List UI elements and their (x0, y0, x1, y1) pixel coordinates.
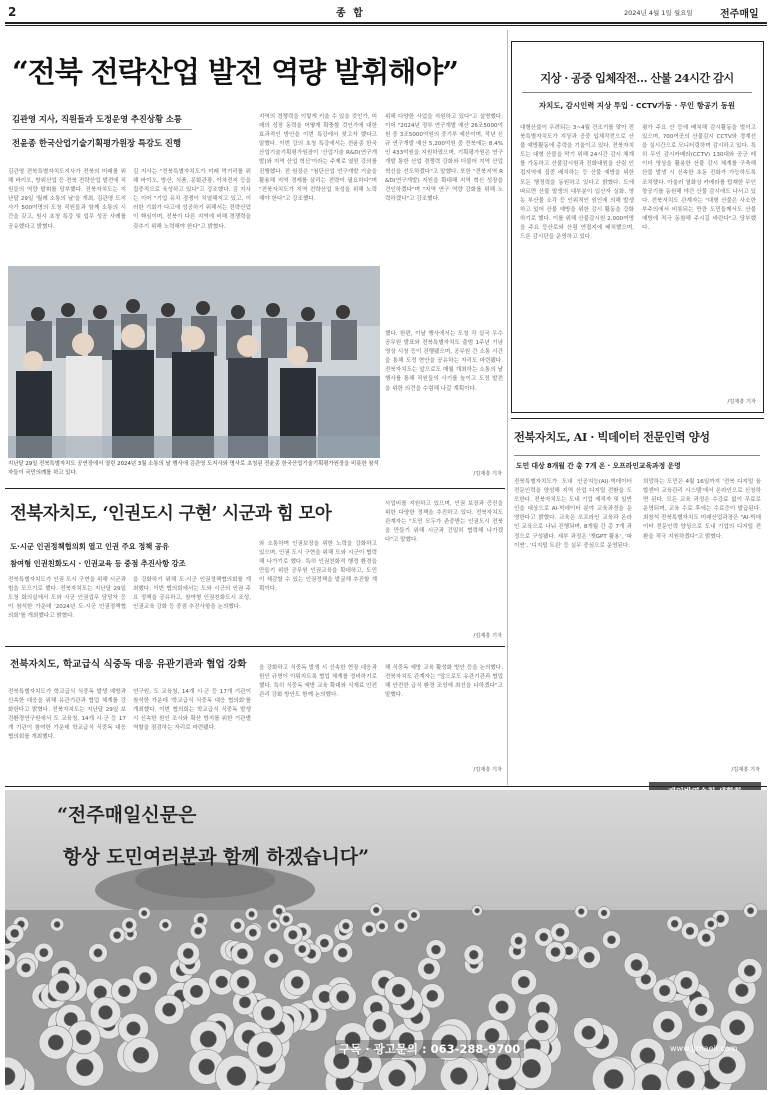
sunflower (279, 912, 293, 926)
sunflower (39, 1026, 73, 1060)
sunflower (253, 998, 283, 1028)
sunflower (472, 905, 483, 916)
sunflower (111, 978, 137, 1004)
lead-column-5: 했다. 한편, 이날 행사에서는 도청 각 실국 우수 공무원 발표와 전북특별자치도 출범 1주년 기념 영상 시청 등이 진행됐으며, 공무원 간 소통 시간을 통해 도정 현안을 공유하는 자리도 마련됐다. 전북자치도는 앞으로도 매월 개최하는 소통의 날 행사를 통해 직원들의 사기를 높이고 도정 발전을 위한 의견을 수렴해 나갈 계획이다. (385, 331, 503, 392)
sunflower (573, 1018, 603, 1048)
wildfire-credit: /김재흥 기자 (727, 399, 756, 405)
sunflower (674, 970, 699, 995)
lead-headline[interactable]: “전북 전략산업 발전 역량 발휘해야” (12, 55, 458, 89)
sunflower (598, 906, 611, 919)
sunflower (183, 978, 211, 1006)
sunflower (551, 923, 570, 942)
human-rights-column-3: 와 소통하며 인권보장을 위한 노력을 강화하고 있으며, 인권 도시 구현을 위해 도와 시군이 협력해 나가기로 했다. 특히 인권친화적 행정 환경을 만들기 위한 공무원 인권교육을 확대하고, 도민이 체감할 수 있는 인권정책을 발굴해 추진할 계획이다. (259, 541, 377, 593)
sunflower (527, 1012, 556, 1041)
sunflower (737, 958, 762, 983)
sunflower (510, 932, 527, 949)
wildfire-headline[interactable]: 지상 · 공중 입체작전… 산불 24시간 감시 (540, 71, 734, 85)
paper-name: 전주매일 (720, 9, 759, 20)
sunflower (267, 919, 280, 932)
header-rule (5, 22, 767, 24)
ai-top-rule (511, 418, 764, 419)
lead-subhead-2: 전윤종 한국산업기술기획평가원장 특강도 진행 (12, 138, 181, 148)
page-number: 2 (8, 5, 17, 19)
sunflower (426, 940, 446, 960)
lead-column-2: 김 지사는 "전북특별자치도가 미래 먹거리를 위해 바이오, 방산, 식품, 문화관광, 이차전지 등을 집중적으로 육성하고 있다"고 강조했다. 김 지사는 이어 "기업 유치 경쟁이 치열해지고 있고, 이러한 기회가 다고에 성공하기 위해서는 전략산업이 핵심이며, 전북이 다른 지역에 비해 경쟁력을 갖추기 위해 노력해야 한다"고 밝혔다. (133, 169, 251, 230)
ai-subhead: 도민 대상 8개월 간 총 7개 온 · 오프라인교육과정 운영 (516, 462, 681, 470)
section-title: 종 합 (336, 8, 365, 19)
sunflower (109, 927, 125, 943)
wildfire-column-1: 대형산불이 우려되는 3~4월 건조기를 맞아 전북특별자치도가 지상과 공중 입체작전으로 산불 예방활동에 총력을 기울이고 있다. 전북자치도는 대형 산불을 막기 위해 24시간 감시 체계를 가동하고 산불감시원과 진화대원을 산림 인접지역에 집중 배치하는 등 산불 예방을 위한 모든 행정력을 동원하고 있다고 밝혔다. 도에 따르면 산불 발생의 대부분이 입산자 실화, 영농 부산물 소각 등 인위적인 원인에 의해 발생하고 있어 산불 예방을 위한 감시 활동을 강화하기로 했다. 이를 위해 산불감시원 2,000여명을 주요 등산로와 산림 연접지에 배치했으며, 드론 감시단을 운영하고 있다. (520, 125, 634, 241)
sunflower (408, 909, 420, 921)
sunflower (245, 924, 262, 941)
sunflower (338, 919, 353, 934)
lead-column-1: 김관영 전북특별자치도지사가 전북의 미래를 위해 바이오, 방위산업 등 전북 전략산업 발전에 직원들의 역량 발휘를 당부했다. 전북자치도는 지난달 29일 '월례 소통의 날'을 개최, 김관영 도지사가 500여명의 도청 직원들과 함께 소통의 시간을 갖고, 원시 초청 특강 및 업무 성공 사례를 공유했다고 밝혔다. (8, 169, 126, 230)
ai-column-1: 전북특별자치도가 도내 인공지능(AI)·빅데이터 전문인력을 양성해 지역 산업 디지털 전환을 도모한다. 전북자치도는 도내 기업 재직자 및 일반인을 대상으로 AI·빅데이터 분야 교육과정을 운영한다고 밝혔다. 교육은 오프라인 교육과 온라인 교육으로 나눠 진행되며, 8개월 간 총 7개 과정으로 구성됐다. 세부 과정은 '챗GPT 활용', '파이썬', '디지털 트윈' 등 실무 중심으로 운영된다. (514, 479, 632, 549)
sunflower (66, 1049, 104, 1087)
sunflower (283, 925, 302, 944)
photo-caption: 지난달 29일 전북특별자치도 공연장에서 열린 2024년 3월 소통의 날 행사에 김관영 도지사와 명사로 초청된 전윤종 한국산업기술기획평가원장을 비롯한 참석자들이 국민의례를 하고 있다. (8, 461, 379, 476)
sunflower (159, 918, 172, 931)
lead-credit: /김재흥 기자 (473, 471, 502, 477)
human-rights-column-4: 사업비를 지원하고 있으며, 인권 보장과 증진을 위한 다양한 정책을 추진하고 있다. 전북자치도 관계자는 "도민 모두가 존중받는 인권도시 전북을 만들기 위해 시군과 긴밀히 협력해 나가겠다"고 말했다. (385, 501, 503, 544)
sunflower (394, 919, 408, 933)
sunflower (511, 969, 536, 994)
ad-line-1: “전주매일신문은 (57, 804, 197, 826)
lunch-column-1: 전북특별자치도가 학교급식 식중독 발생 예방과 신속한 대응을 위해 유관기관과 협업 체계를 강화한다고 밝혔다. 전북자치도는 지난달 29일 보건환경연구원에서 도 교육청, 14개 시·군 등 17개 기관이 참여한 가운데 학교급식 식중독 대응 협의회를 개최했다. (8, 689, 126, 741)
lead-photo[interactable] (8, 266, 380, 458)
sunflower (230, 969, 256, 995)
sunflower (231, 942, 254, 965)
sunflower (230, 918, 245, 933)
lunch-column-4: 해 식중독 예방 교육 활성화 방안 등을 논의했다. 전북자치도 관계자는 "앞으로도 유관기관과 협업해 안전한 급식 환경 조성에 최선을 다하겠다"고 말했다. (385, 665, 503, 699)
sunflower (418, 957, 441, 980)
sunflower (624, 953, 649, 978)
human-rights-column-2: 을 강화하기 위해 도·시군 인권정책협의회를 개최했다. 이번 협의회에서는 도와 시군의 인권 주요 정책을 공유하고, 참여형 인권친화도시 조성, 인권교육 강화 등 중점 추진사항을 논의했다. (133, 577, 251, 611)
lead-column-3: 지역의 경쟁력을 이렇게 키울 수 있을 것인가, 미래의 성장 동력을 어떻게 확충할 것인가에 대한 효과적인 방안을 이번 특강에서 찾고자 했다고 말했다. 이번 강의 초청 특강에서는 전윤종 한국산업기술기획평가원장이 '산업기술 R&D(연구개발)와 지역 산업 혁신'이라는 주제로 열띤 강의를 진행했다. 전 원장은 "첨단산업 연구개발 기술을 활용해 지역 경제를 살리는 전략이 필요하다"며 "전북자치도가 지역 전략산업 육성을 위해 노력해야 한다"고 강조했다. (259, 114, 377, 202)
lunch-column-3: 을 강화하고 식중독 발생 시 신속한 현장 대응과 원인 규명이 이뤄지도록 협업 체계를 정비하기로 했다. 특히 식중독 예방 교육 확대와 식재료 안전관리 강화 방안도 함께 논의했다. (259, 665, 377, 699)
sunflower (123, 1038, 158, 1073)
header-rule-thin (5, 25, 767, 26)
sunflower (16, 958, 36, 978)
sunflower (420, 984, 444, 1008)
sunflower (365, 1011, 394, 1040)
ai-column-2: 희망하는 도민은 4월 16일까지 '전북 디지털 융합센터 교육관리 시스템'에서 온라인으로 신청하면 된다. 모든 교육 과정은 수강료 없이 무료로 운영되며, 교육 수료 후에는 수료증이 발급된다. 최창석 전북특별자치도 미래산업과장은 "AI·빅데이터 전문인력 양성으로 도내 기업의 디지털 전환을 적극 지원하겠다"고 밝혔다. (643, 479, 761, 540)
sunflower (744, 904, 758, 918)
sunflower (138, 907, 150, 919)
sunflower (190, 923, 206, 939)
human-rights-credit: /김재흥 기자 (473, 633, 502, 639)
sunflower (245, 908, 258, 921)
ad-line-2: 항상 도민여러분과 함께 하겠습니다” (63, 846, 370, 868)
lunch-headline[interactable]: 전북자치도, 학교급식 식중독 대응 유관기관과 협업 강화 (10, 659, 247, 670)
column-divider (507, 30, 508, 785)
sunflower (653, 1011, 683, 1041)
ai-credit: /김재흥 기자 (731, 767, 760, 773)
wildfire-divider (522, 92, 752, 93)
sunflower (688, 997, 714, 1023)
sunflower (122, 917, 137, 932)
lead-subhead-1: 김관영 지사, 직원들과 도정운영 추진상황 소통 (12, 114, 182, 124)
sunflower (697, 929, 715, 947)
sunflower (248, 1032, 283, 1067)
sunflower (333, 943, 353, 963)
lunch-credit: /김재흥 기자 (473, 767, 502, 773)
ad-top-rule (5, 786, 767, 787)
sunflower (284, 969, 310, 995)
sunflower (385, 976, 413, 1004)
ad-url[interactable]: www.jjmaeil.com (670, 1044, 738, 1053)
sunflower (545, 942, 566, 963)
human-rights-column-1: 전북특별자치도가 인권 도시 구현을 위해 시군과 힘을 모으기로 했다. 전북자치도는 지난달 29일 도청 회의실에서 도와 시군 인권업무 담당자 등이 참석한 가운데 '2024년 도·시군 인권정책협의회'를 개최했다고 밝혔다. (8, 577, 126, 620)
subhead-divider (12, 129, 192, 130)
sunflower (48, 973, 76, 1001)
sunflower (602, 931, 620, 949)
sunflower (667, 916, 683, 932)
sunflower (154, 995, 183, 1024)
sunflower (370, 904, 383, 917)
wildfire-subhead: 자치도, 감시인력 지상 투입 · CCTV가동 · 무인 항공기 동원 (539, 101, 735, 110)
sunflower (89, 944, 108, 963)
sunflower (578, 946, 601, 969)
subscription-ad[interactable] (5, 790, 767, 1090)
sunflower (720, 1010, 754, 1044)
wildfire-box (511, 41, 764, 413)
human-rights-subhead-1: 도·시군 인권정책협의회 열고 인권 주요 정책 공유 (10, 542, 169, 551)
human-rights-subhead-2: 참여형 인권친화도시 · 인권교육 등 중점 추진사항 강조 (10, 559, 186, 568)
sunflower (50, 918, 63, 931)
sunflower (488, 993, 516, 1021)
sunflower (329, 983, 356, 1010)
sunflower (264, 948, 284, 968)
ceremony-photo (8, 266, 380, 458)
sunflower (361, 921, 377, 937)
ad-contact[interactable]: 구독 · 광고문의 : 063-288-9700 (335, 1040, 524, 1058)
sunflower (575, 905, 588, 918)
sunflower (177, 942, 200, 965)
lead-column-4: 위해 다양한 사업을 지원하고 있다"고 설명했다. 이어 "2024년 정부 연구개발 예산 26조5000억원 중 3조5000억원의 중기부 예산이며, 작년 신규 연구개발 예산 5,200억원 중 전북에는 8.4%인 433억원을 지원하였으며, 기획평가원은 연구개발 통한 산업 경쟁력 강화와 더불어 지역 산업 혁신을 선도하겠다"고 말했다. 또한 "전북지역 R&D(연구개발) 지원을 확대해 지역 혁신 성장을 견인하겠다"며 "지역 연구 역량 강화를 위해 노력하겠다"고 강조했다. (385, 114, 503, 202)
sunflower (681, 922, 698, 939)
wildfire-column-2: 평가 주요 산 등에 배치해 감시활동을 벌이고 있으며, 700여곳의 산불감시 CCTV와 경계선을 실시간으로 모니터링하며 감시하고 있다. 특히 무인 감시카메라(CCTV) 130대와 공군 레이더 영상을 활용한 산불 감시 체계를 구축해 산불 발생 시 신속한 초동 진화가 가능하도록 조치했다. 아울러 열화상 카메라를 탑재한 무인 항공기를 동원해 야간 산불 감시에도 나서고 있다. 전북자치도 관계자는 "대형 산불은 사소한 부주의에서 비롯되는 만큼 도민들께서도 산불 예방에 적극 동참해 주시길 바란다"고 당부했다. (642, 125, 756, 232)
lunch-column-2: 연구원, 도 교육청, 14개 시·군 등 17개 기관이 참석한 가운데 '학교급식 식중독 대응 협의회'를 개최했다. 이번 협의회는 학교급식 식중독 발생 시 신속한 원인 조사와 확산 방지를 위한 기관별 역할을 점검하는 자리로 마련됐다. (133, 689, 251, 732)
sunflower (90, 997, 121, 1028)
section-rule-2 (5, 646, 505, 647)
human-rights-headline[interactable]: 전북자치도, ‘인권도시 구현’ 시군과 힘 모아 (10, 504, 332, 524)
ai-divider (514, 455, 760, 456)
sunflower (376, 920, 389, 933)
sunflower (6, 924, 24, 942)
ai-headline[interactable]: 전북자치도, AI · 빅데이터 전문인력 양성 (514, 430, 710, 444)
sunflower (464, 945, 484, 965)
sunflower (34, 943, 53, 962)
date-line: 2024년 4월 1일 월요일 (624, 9, 693, 17)
section-rule (5, 488, 505, 489)
